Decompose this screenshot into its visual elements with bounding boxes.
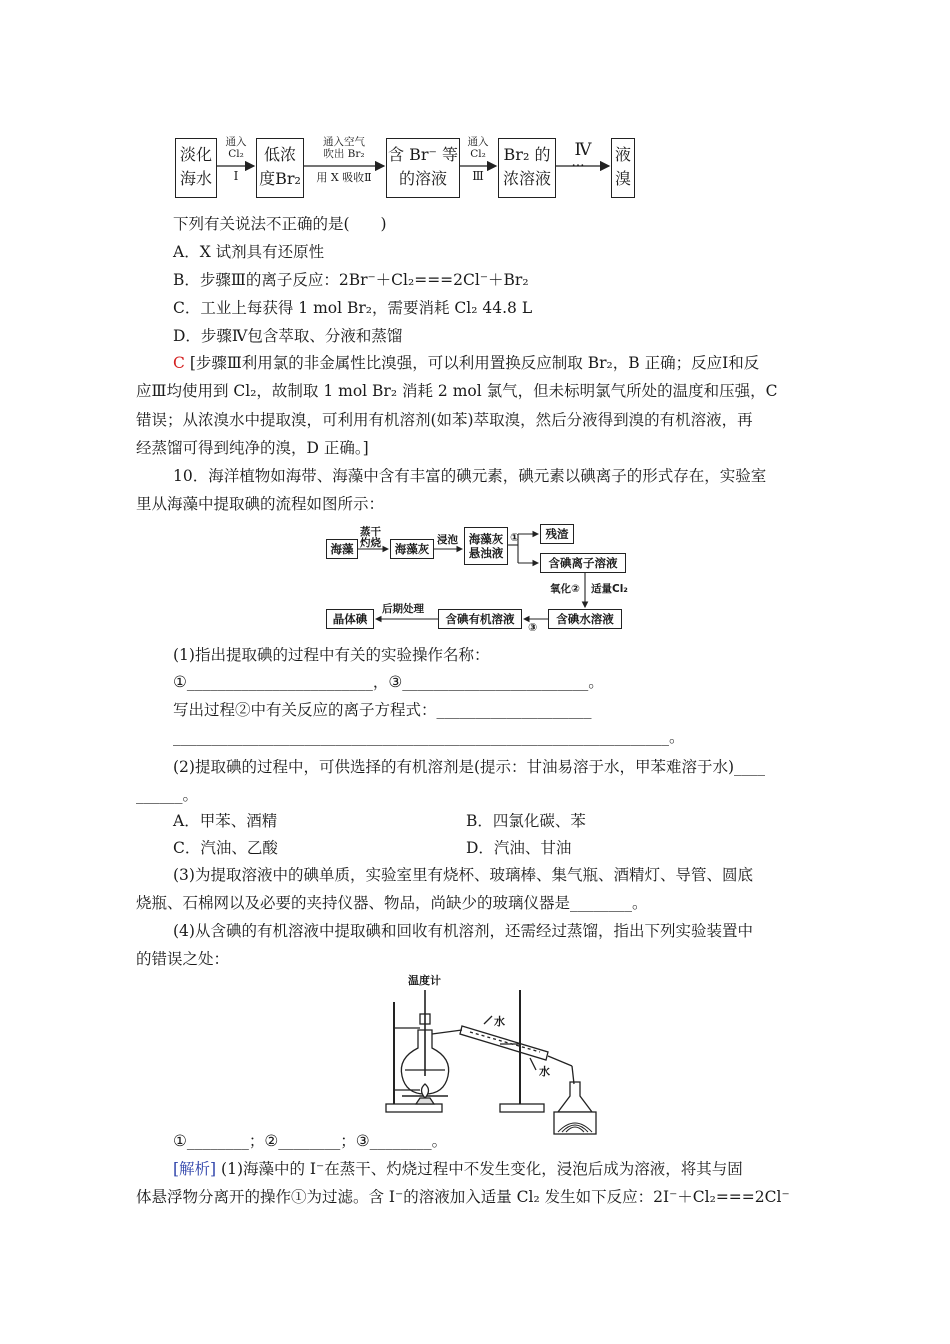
arrow2-top-label: 通入空气 吹出 Br₂ <box>323 136 365 160</box>
q9-explanation-line3: 错误；从浓溴水中提取溴，可利用有机溶剂(如苯)萃取溴，然后分液得到溴的有机溶液，再 <box>136 411 753 429</box>
q10-p2-option-c: C．汽油、乙酸 <box>173 839 278 857</box>
box-iodide-solution: 含碘离子溶液 <box>540 553 626 573</box>
label-soak: 浸泡 <box>437 534 458 546</box>
label-oxidize: 氧化② <box>550 583 580 595</box>
arrow1-bottom-label: Ⅰ <box>233 169 239 183</box>
q10-analysis-line1 <box>173 1158 743 1180</box>
q9-option-c: C．工业上每获得 1 mol Br₂，需要消耗 Cl₂ 44.8 L <box>173 299 533 317</box>
flow-box-br2-concentrated: Br₂ 的 浓溶液 <box>498 138 556 198</box>
box-organic-solution: 含碘有机溶液 <box>438 609 522 629</box>
box-crystal-iodine: 晶体碘 <box>326 609 374 629</box>
q9-explanation-text: [步骤Ⅲ利用氯的非金属性比溴强，可以利用置换反应制取 Br₂，B 正确；反应Ⅰ和反 <box>189 354 760 372</box>
q10-p1-line2: ①________________________，③________________________。 <box>173 673 604 691</box>
q10-p2-line2: ______。 <box>136 786 199 804</box>
q10-p1-line4: ________________________________________________________________。 <box>173 728 685 746</box>
label-dry-burn: 蒸干 灼烧 <box>360 526 381 549</box>
q10-p2-option-b: B．四氯化碳、苯 <box>466 812 586 830</box>
q10-p3-line2: 烧瓶、石棉网以及必要的夹持仪器、物品，尚缺少的玻璃仪器是________。 <box>136 894 648 912</box>
box-seaweed: 海藻 <box>326 539 358 559</box>
flow-box-desalted-seawater: 淡化 海水 <box>175 138 217 198</box>
label-op3: ③ <box>528 621 538 634</box>
flow-box-br-solution: 含 Br⁻ 等 的溶液 <box>386 138 460 198</box>
arrow4-top-label: Ⅳ <box>574 140 592 160</box>
q10-p3-line1: (3)为提取溶液中的碘单质，实验室里有烧杯、玻璃棒、集气瓶、酒精灯、导管、圆底 <box>173 866 753 884</box>
q10-p2-option-d: D．汽油、甘油 <box>466 839 572 857</box>
label-thermometer: 温度计 <box>408 974 441 987</box>
box-ash: 海藻灰 <box>390 539 434 559</box>
arrow4-dots: … <box>571 155 585 170</box>
arrow3-top-label: 通入 Cl₂ <box>467 136 489 160</box>
flow-box-low-br2: 低浓 度Br₂ <box>256 138 304 198</box>
label-post-process: 后期处理 <box>382 603 424 615</box>
q10-p2-option-a: A．甲苯、酒精 <box>173 812 278 830</box>
q10-p2-line1: (2)提取碘的过程中，可供选择的有机溶剂是(提示：甘油易溶于水，甲苯难溶于水)____ <box>173 758 766 776</box>
label-op1: ① <box>510 531 520 544</box>
label-water-in: 水 <box>494 1015 505 1028</box>
arrow1-top-label: 通入 Cl₂ <box>225 136 247 160</box>
q10-p1-line3: 写出过程②中有关反应的离子方程式：____________________ <box>173 701 592 719</box>
arrow3-bottom-label: Ⅲ <box>472 169 484 183</box>
analysis-tag: [解析] <box>173 1160 217 1178</box>
label-chlorine: 适量Cl₂ <box>591 583 628 595</box>
q10-analysis-line2: 体悬浮物分离开的操作①为过滤。含 I⁻的溶液加入适量 Cl₂ 发生如下反应：2I⁻＋Cl₂===2Cl⁻ <box>136 1188 790 1206</box>
q10-p1-line1: (1)指出提取碘的过程中有关的实验操作名称： <box>173 646 490 664</box>
q10-stem-line1: 10．海洋植物如海带、海藻中含有丰富的碘元素，碘元素以碘离子的形式存在，实验室 <box>173 467 767 485</box>
flow-box-liquid-bromine: 液 溴 <box>611 138 635 198</box>
q10-p4-blanks: ①________；②________；③________。 <box>173 1132 448 1150</box>
q9-option-d: D．步骤Ⅳ包含萃取、分液和蒸馏 <box>173 327 403 345</box>
q9-option-a: A．X 试剂具有还原性 <box>173 243 325 261</box>
q10-stem-line2: 里从海藻中提取碘的流程如图所示： <box>136 495 385 513</box>
box-suspension: 海藻灰 悬浊液 <box>464 527 508 565</box>
q9-answer: C <box>173 354 185 372</box>
q9-option-b: B．步骤Ⅲ的离子反应：2Br⁻＋Cl₂===2Cl⁻＋Br₂ <box>173 271 529 289</box>
q10-p4-line1: (4)从含碘的有机溶液中提取碘和回收有机溶剂，还需经过蒸馏，指出下列实验装置中 <box>173 922 753 940</box>
q9-explanation-line4: 经蒸馏可得到纯净的溴，D 正确。] <box>136 439 369 457</box>
q9-stem: 下列有关说法不正确的是( ) <box>173 215 387 233</box>
arrow2-bottom-label: 用 X 吸收Ⅱ <box>316 171 372 184</box>
q10-p4-line2: 的错误之处： <box>136 950 230 968</box>
box-residue: 残渣 <box>540 524 574 544</box>
analysis-text: (1)海藻中的 I⁻在蒸干、灼烧过程中不发生变化，浸泡后成为溶液，将其与固 <box>221 1160 743 1178</box>
label-water-out: 水 <box>539 1065 550 1078</box>
q9-explanation-line2: 应Ⅲ均使用到 Cl₂，故制取 1 mol Br₂ 消耗 2 mol 氯气，但未标明氯气所处的温度和压强，C <box>136 382 778 400</box>
box-iodine-water: 含碘水溶液 <box>548 609 622 629</box>
